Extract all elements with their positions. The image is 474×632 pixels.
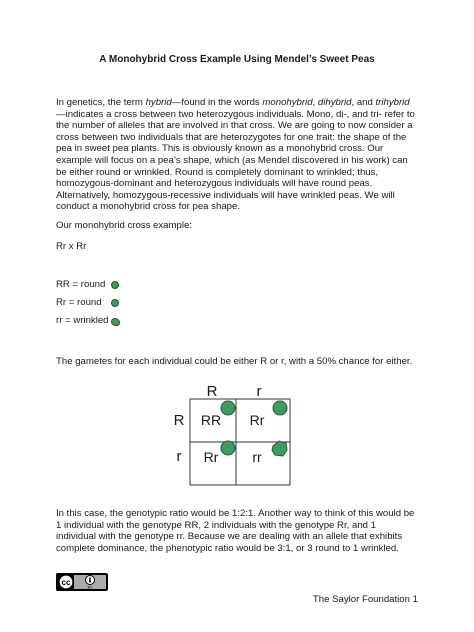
cc-by-icon — [57, 574, 107, 590]
cell-Rr-top: Rr — [249, 412, 265, 428]
cell-RR: RR — [200, 412, 222, 428]
term-hybrid: hybrid — [145, 97, 172, 108]
conclusion-paragraph: In this case, the genotypic ratio would be 1:2:1. Another way to think of this would be 1 individual with the genotype RR, 2 individuals with the genotype Rr, and 1 individual with the genotype rr. Because we are dealing with an allele that exhibits complete dominance, the phenotypic ratio would be 3:1, or 3 round to 1 wrinkled. — [56, 508, 415, 554]
round-pea-icon — [221, 441, 235, 455]
intro-text: —found in the words — [171, 97, 263, 108]
creative-commons-badge[interactable] — [56, 573, 108, 591]
document-title: A Monohybrid Cross Example Using Mendel’s Sweet Peas — [99, 54, 375, 65]
term-dihybrid: dihybrid — [317, 97, 352, 108]
col-header-R: R — [206, 383, 218, 400]
by-mark: BY — [87, 585, 93, 590]
col-header-r: r — [256, 383, 262, 400]
phenotype-rr-dominant: RR = round — [56, 279, 106, 290]
term-monohybrid: monohybrid — [262, 97, 313, 108]
intro-text: In genetics, the term — [56, 97, 146, 108]
term-trihybrid: trihybrid — [375, 97, 410, 108]
cell-rr: rr — [252, 449, 262, 465]
cross-notation: Rr x Rr — [56, 241, 87, 252]
intro-text: —indicates a cross between two heterozygous individuals. Mono, di-, and tri- refer to the number of alleles that are involved in that cross. We are going to now consider a cross between two individuals that are heterozygotes for one trait: the shape of the pea in sweet pea plants. This is obviously known as a monohybrid cross. Our example will focus on a pea’s shape, which (as Mendel discovered in his work) can be either round or wrinkled. Round is completely dominant to wrinkled; thus, homozygous-dominant and heterozygous individuals will have round peas. Alternatively, homozygous-recessive individuals will have wrinkled peas. We will conduct a monohybrid cross for pea shape. — [56, 108, 415, 213]
wrinkled-pea-icon — [272, 441, 287, 456]
example-label: Our monohybrid cross example: — [56, 220, 192, 231]
phenotype-rr-hetero: Rr = round — [56, 297, 102, 308]
footer-text: The Saylor Foundation 1 — [312, 594, 418, 605]
intro-text: , — [312, 97, 318, 108]
cc-mark: cc — [61, 578, 71, 587]
row-header-r: r — [176, 448, 182, 465]
gametes-text: The gametes for each individual could be either R or r, with a 50% chance for either. — [56, 356, 413, 367]
phenotype-rr-recessive: rr = wrinkled — [56, 315, 109, 326]
row-header-R: R — [173, 412, 185, 429]
round-pea-icon — [273, 401, 287, 415]
intro-text: , and — [351, 97, 376, 108]
round-pea-icon — [221, 401, 235, 415]
cell-Rr-bottom: Rr — [203, 449, 219, 465]
